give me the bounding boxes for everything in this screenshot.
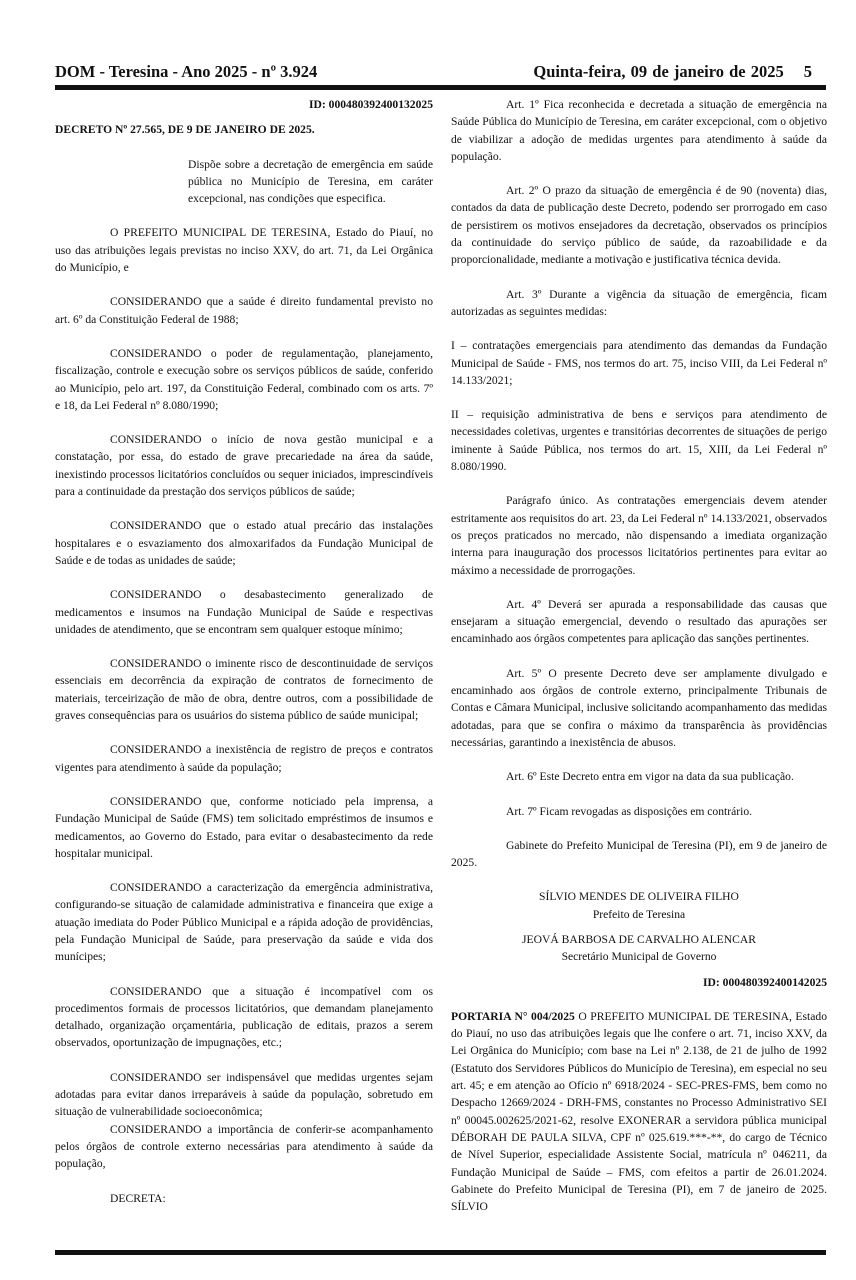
considerando: CONSIDERANDO o iminente risco de descontinuidade de serviços essenciais em decorrência da expiração de contratos de fornecimento de materiais, terceirização de mão de obra, dentre outros, com a possibilidade de graves consequências para os usuários do sistema público de saúde municipal;: [55, 657, 433, 723]
signer-2-name: JEOVÁ BARBOSA DE CARVALHO ALENCAR: [522, 932, 756, 946]
left-column: [55, 96, 433, 1207]
article-2: Art. 2º O prazo da situação de emergência é de 90 (noventa) dias, contados da data de publicação deste Decreto, podendo ser prorrogado em caso de persistirem os motivos ensejadores da decretação, observados os princípios da continuidade do serviço público de saúde, da razoabilidade e da proporcionalidade, mediante a motivação e justificativa técnica devida.: [451, 184, 827, 267]
decree-summary: Dispõe sobre a decretação de emergência em saúde pública no Município de Teresina, em caráter excepcional, nas condições que especifica.: [188, 157, 433, 206]
footer-rule: [55, 1250, 826, 1255]
document-id: ID: 000480392400132025: [309, 98, 433, 111]
considerando: CONSIDERANDO que a situação é incompatível com os procedimentos formais de processos licitatórios, que demandam planejamento detalhado, organização orçamentária, publicação de editais, prazos a serem observados, oportunização de impugnações, etc.;: [55, 984, 433, 1050]
considerando: CONSIDERANDO que, conforme noticiado pela imprensa, a Fundação Municipal de Saúde (FMS) tem solicitado empréstimos de insumos e medicamentos, ao Governo do Estado, para evitar o desabastecimento da rede hospitalar municipal.: [55, 794, 433, 860]
considerando: CONSIDERANDO o desabastecimento generalizado de medicamentos e insumos na Fundação Municipal de Saúde e respectivas unidades de atendimento, que se encontram sem qualquer estoque mínimo;: [55, 588, 433, 636]
considerando: CONSIDERANDO a caracterização da emergência administrativa, configurando-se situação de calamidade administrativa e financeira que exige a atuação imediata do Poder Público Municipal e a rápida adoção de providências, pela Fundação Municipal de Saúde, para preservação da saúde e vida dos munícipes;: [55, 881, 433, 964]
decree-title: DECRETO Nº 27.565, DE 9 DE JANEIRO DE 2025.: [55, 123, 315, 137]
page-number: 5: [803, 62, 812, 81]
decreta-label: DECRETA:: [110, 1191, 166, 1205]
article-3: Art. 3º Durante a vigência da situação de emergência, ficam autorizadas as seguintes medidas:: [451, 287, 827, 318]
portaria-body: [451, 1008, 827, 1216]
portaria-text: O PREFEITO MUNICIPAL DE TERESINA, Estado do Piauí, no uso das atribuições legais que lhe confere o art. 71, inciso XXV, da Lei Orgânica do Município; com base na Lei nº 2.138, de 21 de julho de 1992 (Estatuto dos Servidores Públicos do Município de Teresina), em especial no seu art. 45; e em atenção ao Ofício nº 6918/2024 - SEC-PRES-FMS, bem como no Despacho 12669/2024 - DRH-FMS, constantes no Processo Administrativo SEI nº 00045.002625/2021-62, resolve EXONERAR a servidora pública municipal DÉBORAH DE PAULA SILVA, CPF nº 025.619.***-**, do cargo de Técnico de Nível Superior, especialidade Assistente Social, matrícula nº 046211, da Fundação Municipal de Saúde – FMS, com efeitos a partir de 26.01.2024. Gabinete do Prefeito Municipal de Teresina (PI), em 7 de janeiro de 2025. SÍLVIO: [451, 1009, 827, 1214]
header-rule: [55, 85, 826, 90]
article-7: Art. 7º Ficam revogadas as disposições em contrário.: [506, 804, 753, 818]
page-header: [55, 62, 812, 84]
considerando: CONSIDERANDO a inexistência de registro de preços e contratos vigentes para atendimento à saúde da população;: [55, 743, 433, 774]
signer-2-role: Secretário Municipal de Governo: [561, 950, 717, 964]
considerando: CONSIDERANDO que o estado atual precário das instalações hospitalares e o esvaziamento dos almoxarifados da Fundação Municipal de Saúde e de todas as unidades de saúde;: [55, 519, 433, 567]
considerando: CONSIDERANDO o início de nova gestão municipal e a constatação, por essa, do estado de grave precariedade na área da saúde, inexistindo processos licitatórios concluídos ou sequer iniciados, imprescindíveis para a continuidade da prestação dos serviços públicos de saúde;: [55, 433, 433, 499]
portaria-number: PORTARIA N° 004/2025: [451, 1009, 575, 1023]
decree-preamble: O PREFEITO MUNICIPAL DE TERESINA, Estado do Piauí, no uso das atribuições legais previstas no inciso XXV, do art. 71, da Lei Orgânica do Município, e: [55, 226, 433, 275]
considerando: CONSIDERANDO a importância de conferir-se acompanhamento pelos órgãos de controle externo necessárias para atendimento à saúde da população,: [55, 1122, 433, 1171]
sole-paragraph: Parágrafo único. As contratações emergenciais devem atender estritamente aos requisitos do art. 23, da Lei Federal nº 14.133/2021, observados os preços praticados no mercado, não dispensando a imediata organização interna para inauguração dos processos licitatórios pertinentes para evitar ao máximo a necessidade de prorrogações.: [451, 494, 827, 577]
article-3-item-2: II – requisição administrativa de bens e serviços para atendimento de necessidades coletivas, urgentes e transitórias decorrentes de situações de perigo iminente à Saúde Pública, nos termos do art. 15, XIII, da Lei Federal nº 8.080/1990.: [451, 408, 827, 474]
article-5: Art. 5º O presente Decreto deve ser amplamente divulgado e encaminhado aos órgãos de controle externo, principalmente Tribunais de Contas e Câmara Municipal, inclusive solicitando acompanhamento das medidas adotadas, para que se confira o máximo da transparência às providências necessárias, garantindo a inexistência de abusos.: [451, 666, 827, 749]
header-date-and-page: [533, 62, 812, 82]
article-6: Art. 6º Este Decreto entra em vigor na data da sua publicação.: [506, 770, 794, 784]
considerando: CONSIDERANDO ser indispensável que medidas urgentes sejam adotadas para evitar danos irreparáveis à saúde da população, sobretudo em situação de vulnerabilidade socioeconômica;: [55, 1070, 433, 1119]
considerando: CONSIDERANDO que a saúde é direito fundamental previsto no art. 6º da Constituição Federal de 1988;: [55, 295, 433, 326]
article-1: Art. 1º Fica reconhecida e decretada a situação de emergência na Saúde Pública do Município de Teresina, em caráter excepcional, com o objetivo de viabilizar a adoção de medidas urgentes para atendimento à saúde da população.: [451, 98, 827, 163]
considerando: CONSIDERANDO o poder de regulamentação, planejamento, fiscalização, controle e execução sobre os serviços públicos de saúde, conferido ao Município, pelo art. 197, da Constituição Federal, combinado com os arts. 7º e 18, da Lei Federal nº 8.080/1990;: [55, 346, 433, 412]
document-id-2: ID: 000480392400142025: [703, 975, 827, 989]
signer-1-role: Prefeito de Teresina: [592, 907, 686, 921]
article-4: Art. 4º Deverá ser apurada a responsabilidade das causas que ensejaram a situação emergencial, devendo o resultado das apurações ser encaminhado aos órgãos competentes para aplicação das sanções pertinentes.: [451, 597, 827, 646]
right-column: [451, 96, 827, 1215]
publication-date: Quinta-feira, 09 de janeiro de 2025: [533, 62, 784, 81]
signer-1-name: SÍLVIO MENDES DE OLIVEIRA FILHO: [539, 890, 739, 904]
gazette-edition: DOM - Teresina - Ano 2025 - nº 3.924: [55, 62, 318, 81]
article-3-item-1: I – contratações emergenciais para atendimento das demandas da Fundação Municipal de Saúde - FMS, nos termos do art. 75, inciso VIII, da Lei Federal nº 14.133/2021;: [451, 339, 827, 387]
gabinete-date: Gabinete do Prefeito Municipal de Teresina (PI), em 9 de janeiro de 2025.: [451, 838, 827, 870]
